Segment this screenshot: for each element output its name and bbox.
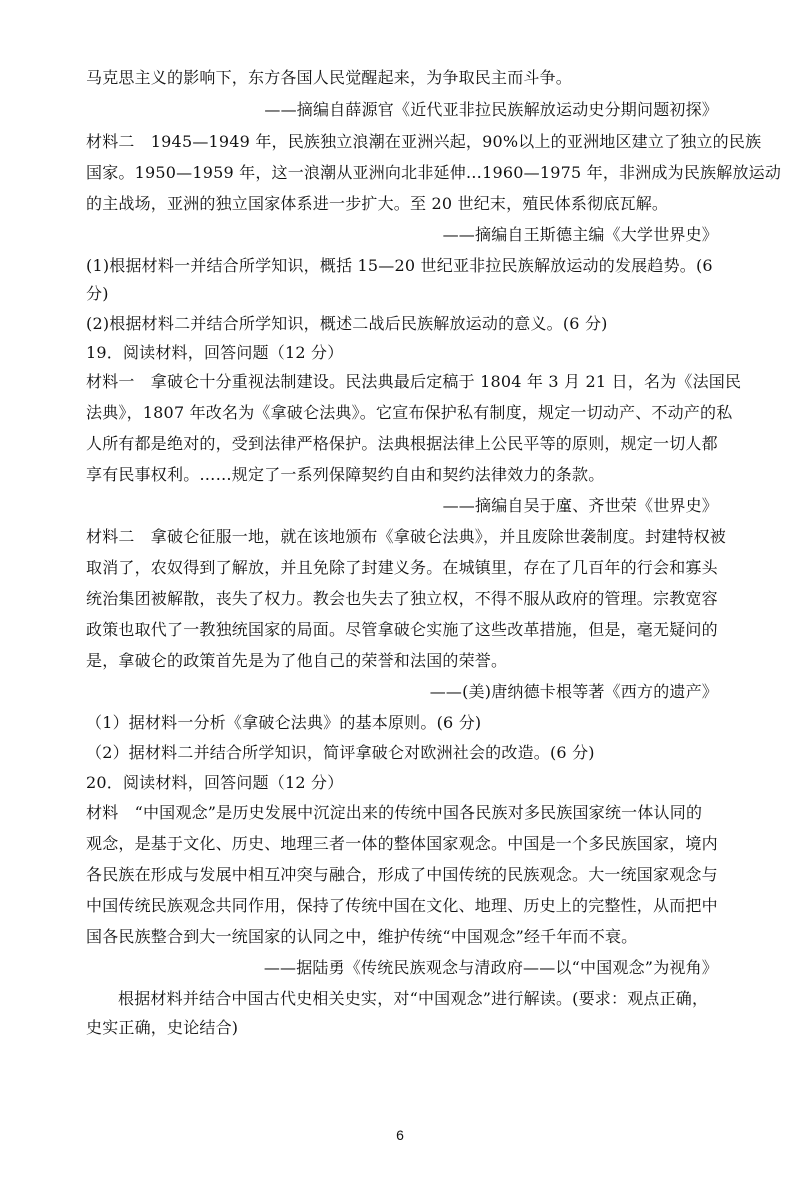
text-line: 法典》，1807 年改名为《拿破仑法典》。它宣布保护私有制度，规定一切动产、不动产的私 — [86, 403, 733, 422]
question-prompt: 根据材料并结合中国古代史相关史实，对“中国观念”进行解读。(要求：观点正确， — [118, 989, 709, 1008]
source-citation: ——摘编自薛源官《近代亚非拉民族解放运动史分期问题初探》 — [264, 100, 718, 119]
source-citation: ——(美)唐纳德卡根等著《西方的遗产》 — [429, 682, 718, 701]
text-line: 享有民事权利。……规定了一系列保障契约自由和契约法律效力的条款。 — [86, 465, 605, 484]
text-line: 材料二 拿破仑征服一地，就在该地颁布《拿破仑法典》，并且废除世袭制度。封建特权被 — [86, 527, 727, 546]
text-line: 人所有都是绝对的，受到法律严格保护。法典根据法律上公民平等的原则，规定一切人都 — [86, 434, 718, 453]
text-line: 中国传统民族观念共同作用，保持了传统中国在文化、地理、历史上的完整性，从而把中 — [86, 896, 718, 915]
text-line: 分) — [86, 284, 109, 303]
text-line: 的主战场，亚洲的独立国家体系进一步扩大。至 20 世纪末，殖民体系彻底瓦解。 — [86, 194, 669, 213]
text-line: 各民族在形成与发展中相互冲突与融合，形成了中国传统的民族观念。大一统国家观念与 — [86, 865, 718, 884]
question-item: （2）据材料二并结合所学知识，简评拿破仑对欧洲社会的改造。(6 分) — [86, 743, 595, 762]
question-prompt: 史实正确，史论结合) — [86, 1018, 239, 1037]
text-line: 国各民族整合到大一统国家的认同之中，维护传统“中国观念”经千年而不衰。 — [86, 927, 638, 946]
page-number: 6 — [396, 1127, 404, 1143]
text-line: 取消了，农奴得到了解放，并且免除了封建义务。在城镇里，存在了几百年的行会和寡头 — [86, 558, 718, 577]
text-line: 统治集团被解散，丧失了权力。教会也失去了独立权，不得不服从政府的管理。宗教宽容 — [86, 589, 718, 608]
source-citation: ——摘编自吴于廑、齐世荣《世界史》 — [442, 496, 718, 515]
text-line: 马克思主义的影响下，东方各国人民觉醒起来，为争取民主而斗争。 — [86, 68, 573, 87]
text-line: 观念，是基于文化、历史、地理三者一体的整体国家观念。中国是一个多民族国家，境内 — [86, 834, 718, 853]
text-line: 材料 “中国观念”是历史发展中沉淀出来的传统中国各民族对多民族国家统一体认同的 — [86, 803, 703, 822]
text-line: 政策也取代了一教独统国家的局面。尽管拿破仑实施了这些改革措施，但是，毫无疑问的 — [86, 620, 718, 639]
question-item: (2)根据材料二并结合所学知识，概述二战后民族解放运动的意义。(6 分) — [86, 314, 608, 333]
question-heading: 20．阅读材料，回答问题（12 分） — [86, 773, 344, 792]
text-line: 是，拿破仑的政策首先是为了他自己的荣誉和法国的荣誉。 — [86, 651, 508, 670]
text-line: 材料一 拿破仑十分重视法制建设。民法典最后定稿于 1804 年 3 月 21 日，名为《法国民 — [86, 372, 742, 391]
text-line: 国家。1950—1959 年，这一浪潮从亚洲向北非延伸…1960—1975 年，非洲成为民族解放运动 — [86, 163, 782, 182]
source-citation: ——摘编自王斯德主编《大学世界史》 — [442, 225, 718, 244]
question-item: (1)根据材料一并结合所学知识，概括 15—20 世纪亚非拉民族解放运动的发展趋势。(6 — [86, 256, 713, 275]
source-citation: ——据陆勇《传统民族观念与清政府——以“中国观念”为视角》 — [263, 958, 718, 977]
text-line: 材料二 1945—1949 年，民族独立浪潮在亚洲兴起，90%以上的亚洲地区建立了独立的民族 — [86, 132, 762, 151]
question-item: （1）据材料一分析《拿破仑法典》的基本原则。(6 分) — [86, 713, 482, 732]
question-heading: 19．阅读材料，回答问题（12 分） — [86, 343, 344, 362]
